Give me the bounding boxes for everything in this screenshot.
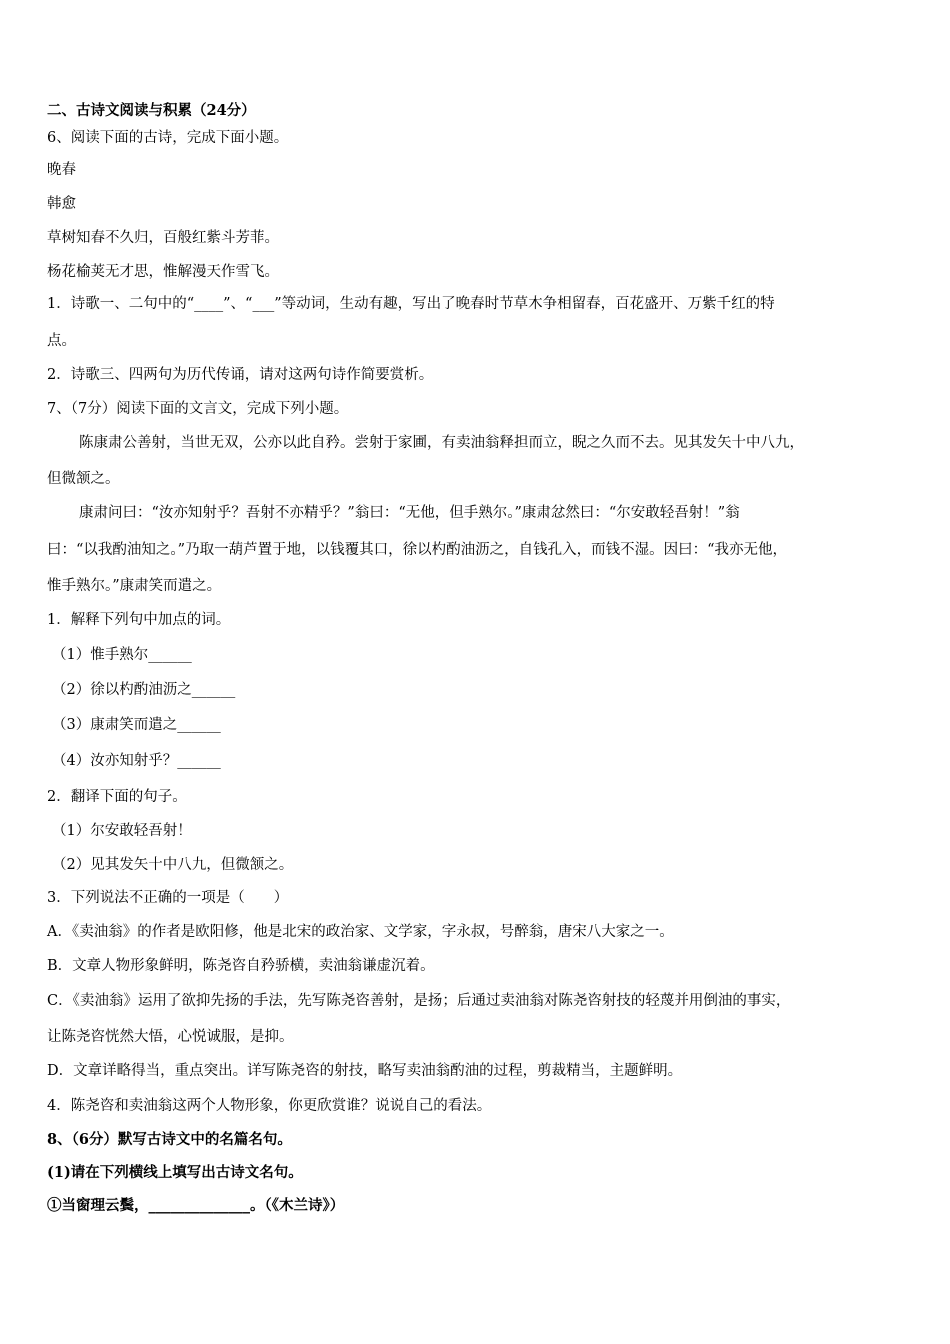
q8-prompt: 8、（6分）默写古诗文中的名篇名句。 bbox=[47, 1131, 292, 1148]
q6-sub1-line-a: 1．诗歌一、二句中的“____”、“___”等动词，生动有趣，写出了晚春时节草木争相留春，百花盛开、万紫千红的特 bbox=[47, 296, 775, 312]
poem-line-1: 草树知春不久归，百般红紫斗芳菲。 bbox=[47, 230, 279, 246]
q7-option-a: A．《卖油翁》的作者是欧阳修，他是北宋的政治家、文学家，字永叔，号醉翁，唐宋八大家之一。 bbox=[47, 924, 674, 940]
q7-option-b: B．文章人物形象鲜明，陈尧咨自矜骄横，卖油翁谦虚沉着。 bbox=[47, 958, 435, 974]
q6-sub2: 2．诗歌三、四两句为历代传诵，请对这两句诗作简要赏析。 bbox=[47, 367, 434, 383]
section-heading: 二、古诗文阅读与积累（24分） bbox=[47, 102, 256, 119]
q7-s1-item-4: （4）汝亦知射乎？______ bbox=[52, 753, 221, 769]
q7-passage-p1-a: 陈康肃公善射，当世无双，公亦以此自矜。尝射于家圃，有卖油翁释担而立，睨之久而不去。见其发矢十中八九， bbox=[79, 435, 804, 451]
q7-s2: 2．翻译下面的句子。 bbox=[47, 789, 187, 805]
q7-s1-item-3: （3）康肃笑而遣之______ bbox=[52, 717, 221, 733]
q7-passage-p2-b: 曰：“以我酌油知之。”乃取一葫芦置于地，以钱覆其口，徐以杓酌油沥之，自钱孔入，而钱不湿。因曰：“我亦无他， bbox=[47, 542, 787, 558]
q8-sub1: (1)请在下列横线上填写出古诗文名句。 bbox=[47, 1164, 303, 1181]
q6-prompt: 6、阅读下面的古诗，完成下面小题。 bbox=[47, 130, 289, 146]
q7-passage-p2-c: 惟手熟尔。”康肃笑而遣之。 bbox=[47, 578, 222, 594]
q7-s2-item-2: （2）见其发矢十中八九，但微颔之。 bbox=[52, 857, 294, 873]
poem-line-2: 杨花榆荚无才思，惟解漫天作雪飞。 bbox=[47, 264, 279, 280]
q7-s1-item-1: （1）惟手熟尔______ bbox=[52, 647, 192, 663]
q7-s1: 1．解释下列句中加点的词。 bbox=[47, 612, 231, 628]
q7-prompt: 7、（7分）阅读下面的文言文，完成下列小题。 bbox=[47, 401, 349, 417]
q6-sub1-line-b: 点。 bbox=[47, 333, 76, 349]
q7-s4: 4．陈尧咨和卖油翁这两个人物形象，你更欣赏谁？说说自己的看法。 bbox=[47, 1098, 492, 1114]
q7-s1-item-2: （2）徐以杓酌油沥之______ bbox=[52, 682, 236, 698]
q8-item-1: ①当窗理云鬓，______________。（《木兰诗》） bbox=[47, 1197, 345, 1214]
q7-passage-p2-a: 康肃问曰：“汝亦知射乎？吾射不亦精乎？”翁曰：“无他，但手熟尔。”康肃忿然曰：“尔安敢轻吾射！”翁 bbox=[79, 505, 740, 521]
q7-passage-p1-b: 但微颔之。 bbox=[47, 471, 120, 487]
q7-s2-item-1: （1）尔安敢轻吾射！ bbox=[52, 823, 192, 839]
q7-s3: 3．下列说法不正确的一项是（ ） bbox=[47, 890, 289, 906]
q7-option-c-a: C．《卖油翁》运用了欲抑先扬的手法，先写陈尧咨善射，是扬；后通过卖油翁对陈尧咨射技的轻蔑并用倒油的事实， bbox=[47, 993, 791, 1009]
q7-option-d: D．文章详略得当，重点突出。详写陈尧咨的射技，略写卖油翁酌油的过程，剪裁精当，主题鲜明。 bbox=[47, 1063, 683, 1079]
poem-title: 晚春 bbox=[47, 162, 76, 178]
poem-author: 韩愈 bbox=[47, 196, 76, 212]
q7-option-c-b: 让陈尧咨恍然大悟，心悦诚服，是抑。 bbox=[47, 1029, 294, 1045]
